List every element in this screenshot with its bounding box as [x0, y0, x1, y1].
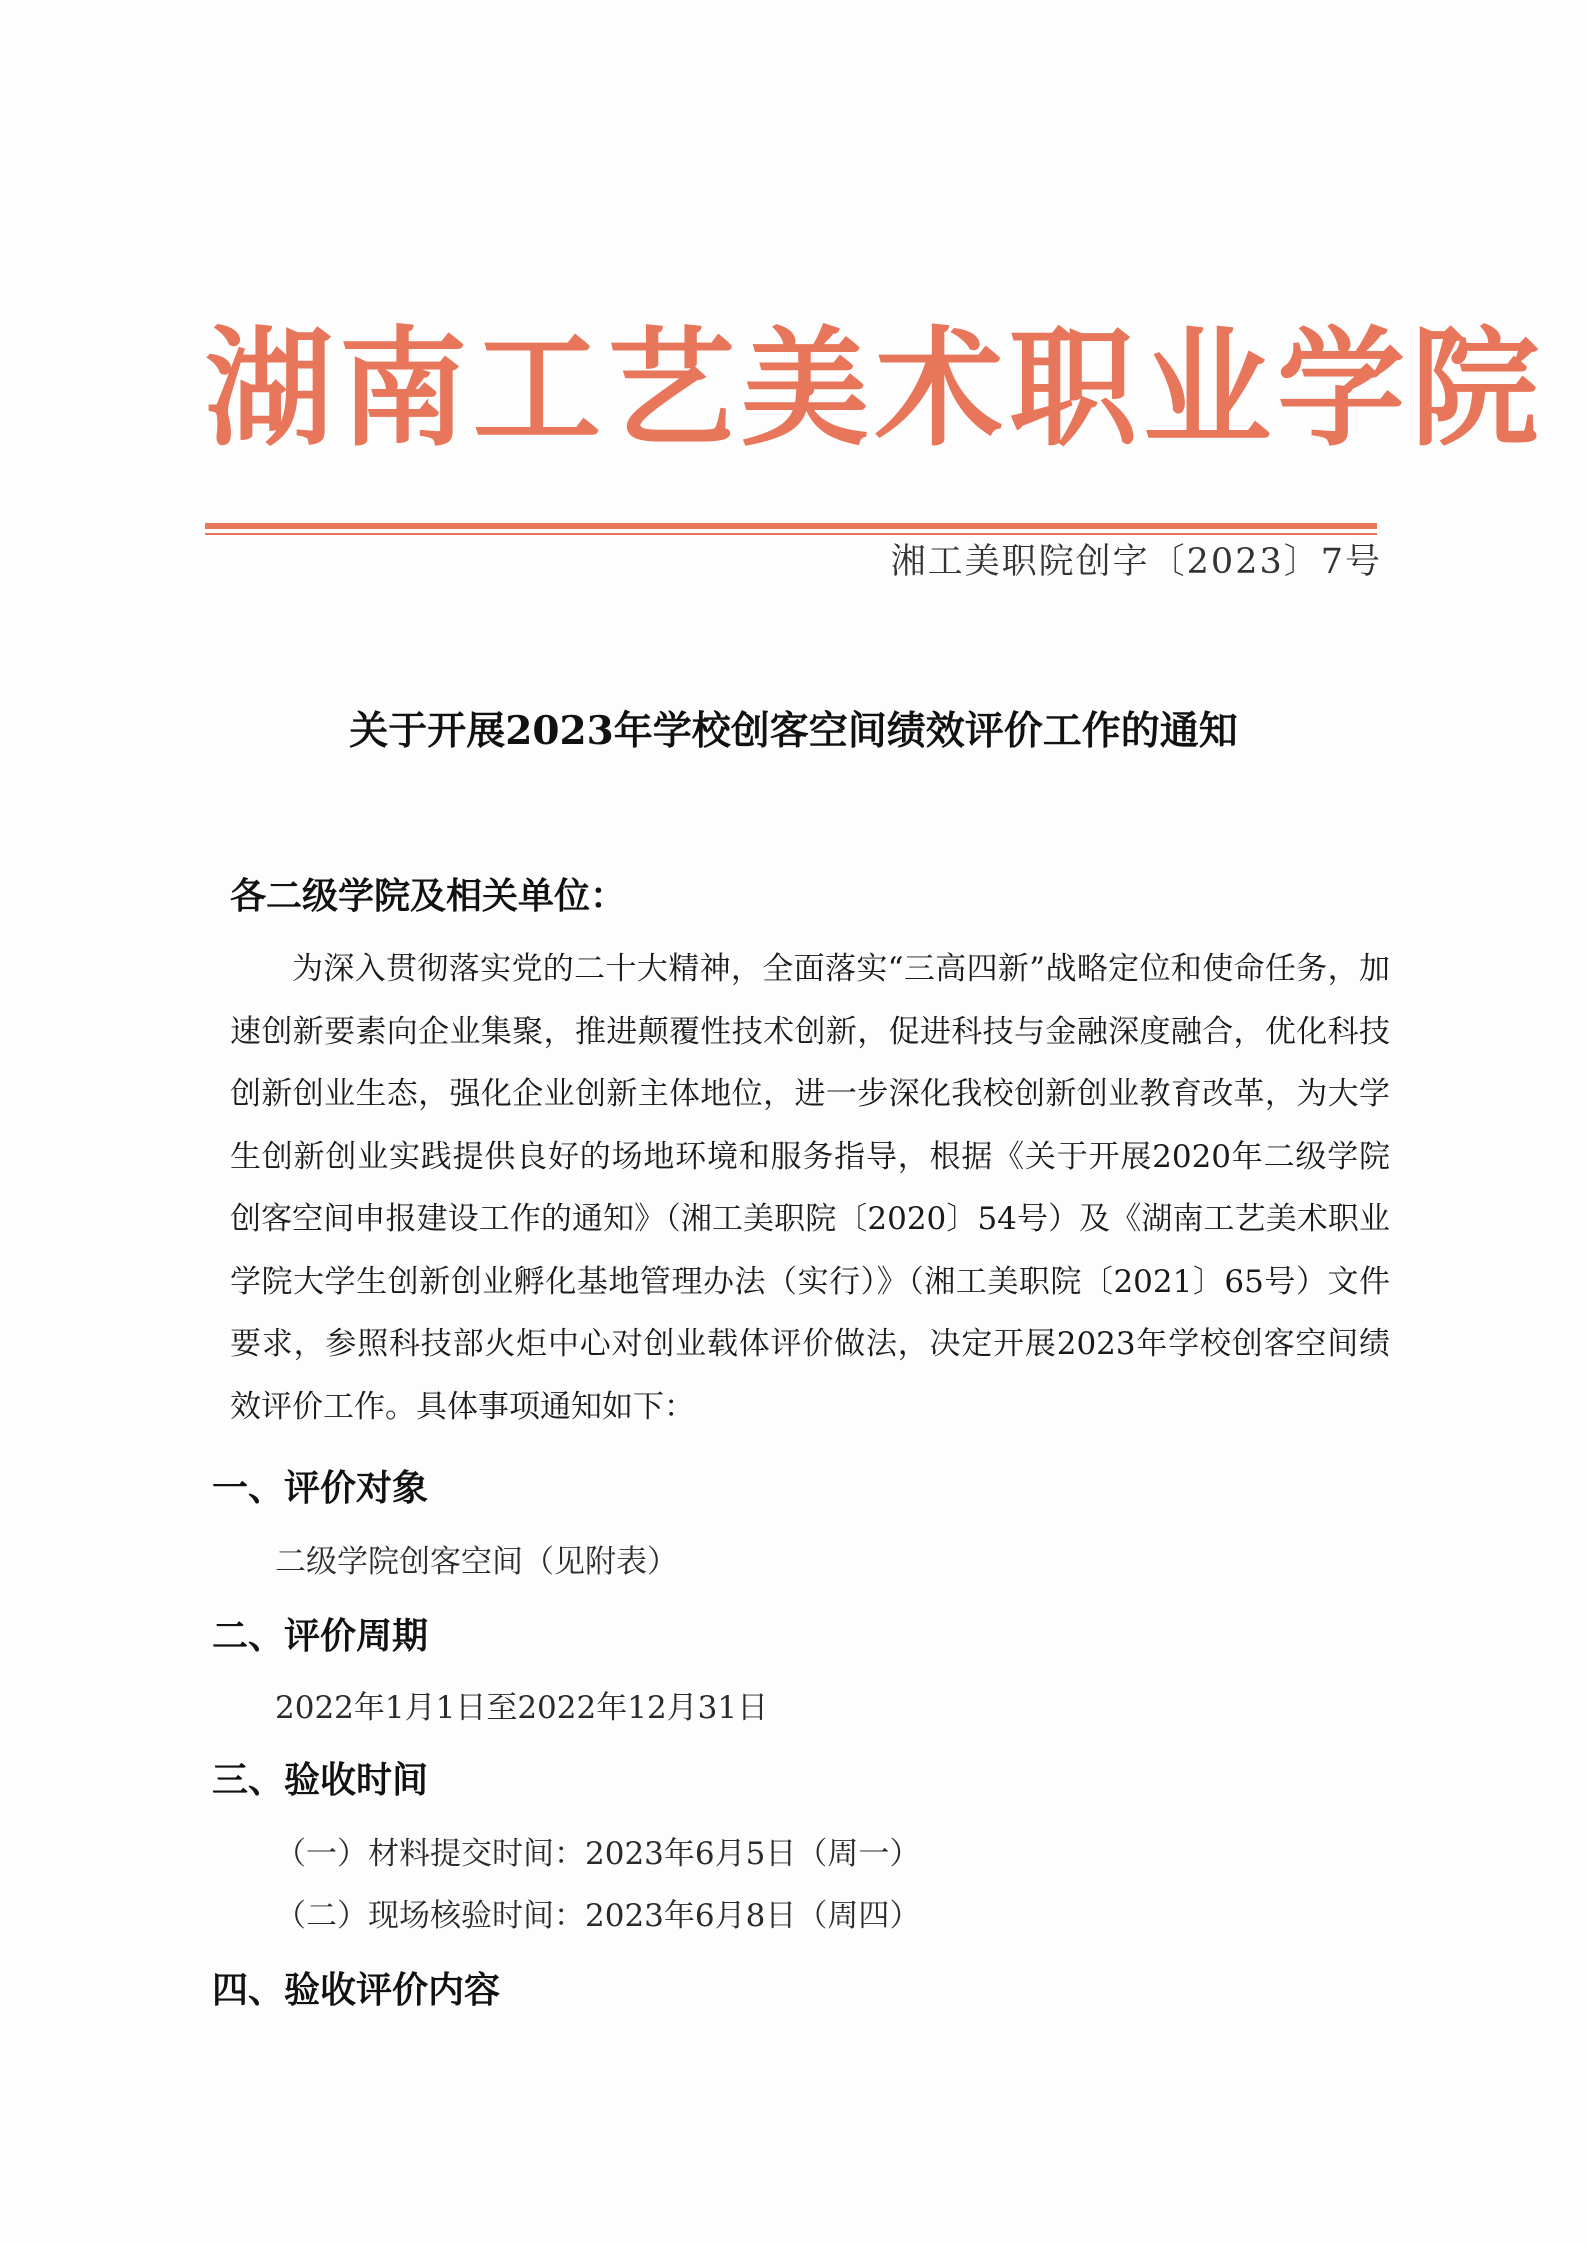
- section-3-line-2: （二）现场核验时间：2023年6月8日（周四）: [275, 1898, 921, 1934]
- section-2-line-1: 2022年1月1日至2022年12月31日: [275, 1690, 769, 1726]
- document-number: 湘工美职院创字〔2023〕7号: [890, 542, 1382, 582]
- section-heading-3: 三、验收时间: [212, 1759, 429, 1801]
- org-letterhead: 湖南工艺美术职业学院: [205, 314, 1546, 464]
- section-heading-4: 四、验收评价内容: [212, 1969, 501, 2011]
- letterhead-red-rule-thick: [205, 523, 1377, 529]
- section-heading-2: 二、评价周期: [212, 1615, 429, 1657]
- salutation: 各二级学院及相关单位：: [230, 875, 627, 917]
- body-paragraph: 为深入贯彻落实党的二十大精神，全面落实“三高四新”战略定位和使命任务，加速创新要素向企业集聚，推进颠覆性技术创新，促进科技与金融深度融合，优化科技创新创业生态，强化企业创新主体地位，进一步深化我校创新创业教育改革，为大学生创新创业实践提供良好的场地环境和服务指导，根据《关于开展2020年二级学院创客空间申报建设工作的通知》（湘工美职院〔2020〕54号）及《湖南工艺美术职业学院大学生创新创业孵化基地管理办法（实行）》（湘工美职院〔2021〕65号）文件要求，参照科技部火炬中心对创业载体评价做法，决定开展2023年学校创客空间绩效评价工作。具体事项通知如下：: [230, 951, 1390, 1425]
- section-1-line-1: 二级学院创客空间（见附表）: [275, 1544, 678, 1580]
- section-heading-1: 一、评价对象: [212, 1467, 429, 1509]
- document-title: 关于开展2023年学校创客空间绩效评价工作的通知: [349, 708, 1238, 754]
- section-3-line-1: （一）材料提交时间：2023年6月5日（周一）: [275, 1836, 921, 1872]
